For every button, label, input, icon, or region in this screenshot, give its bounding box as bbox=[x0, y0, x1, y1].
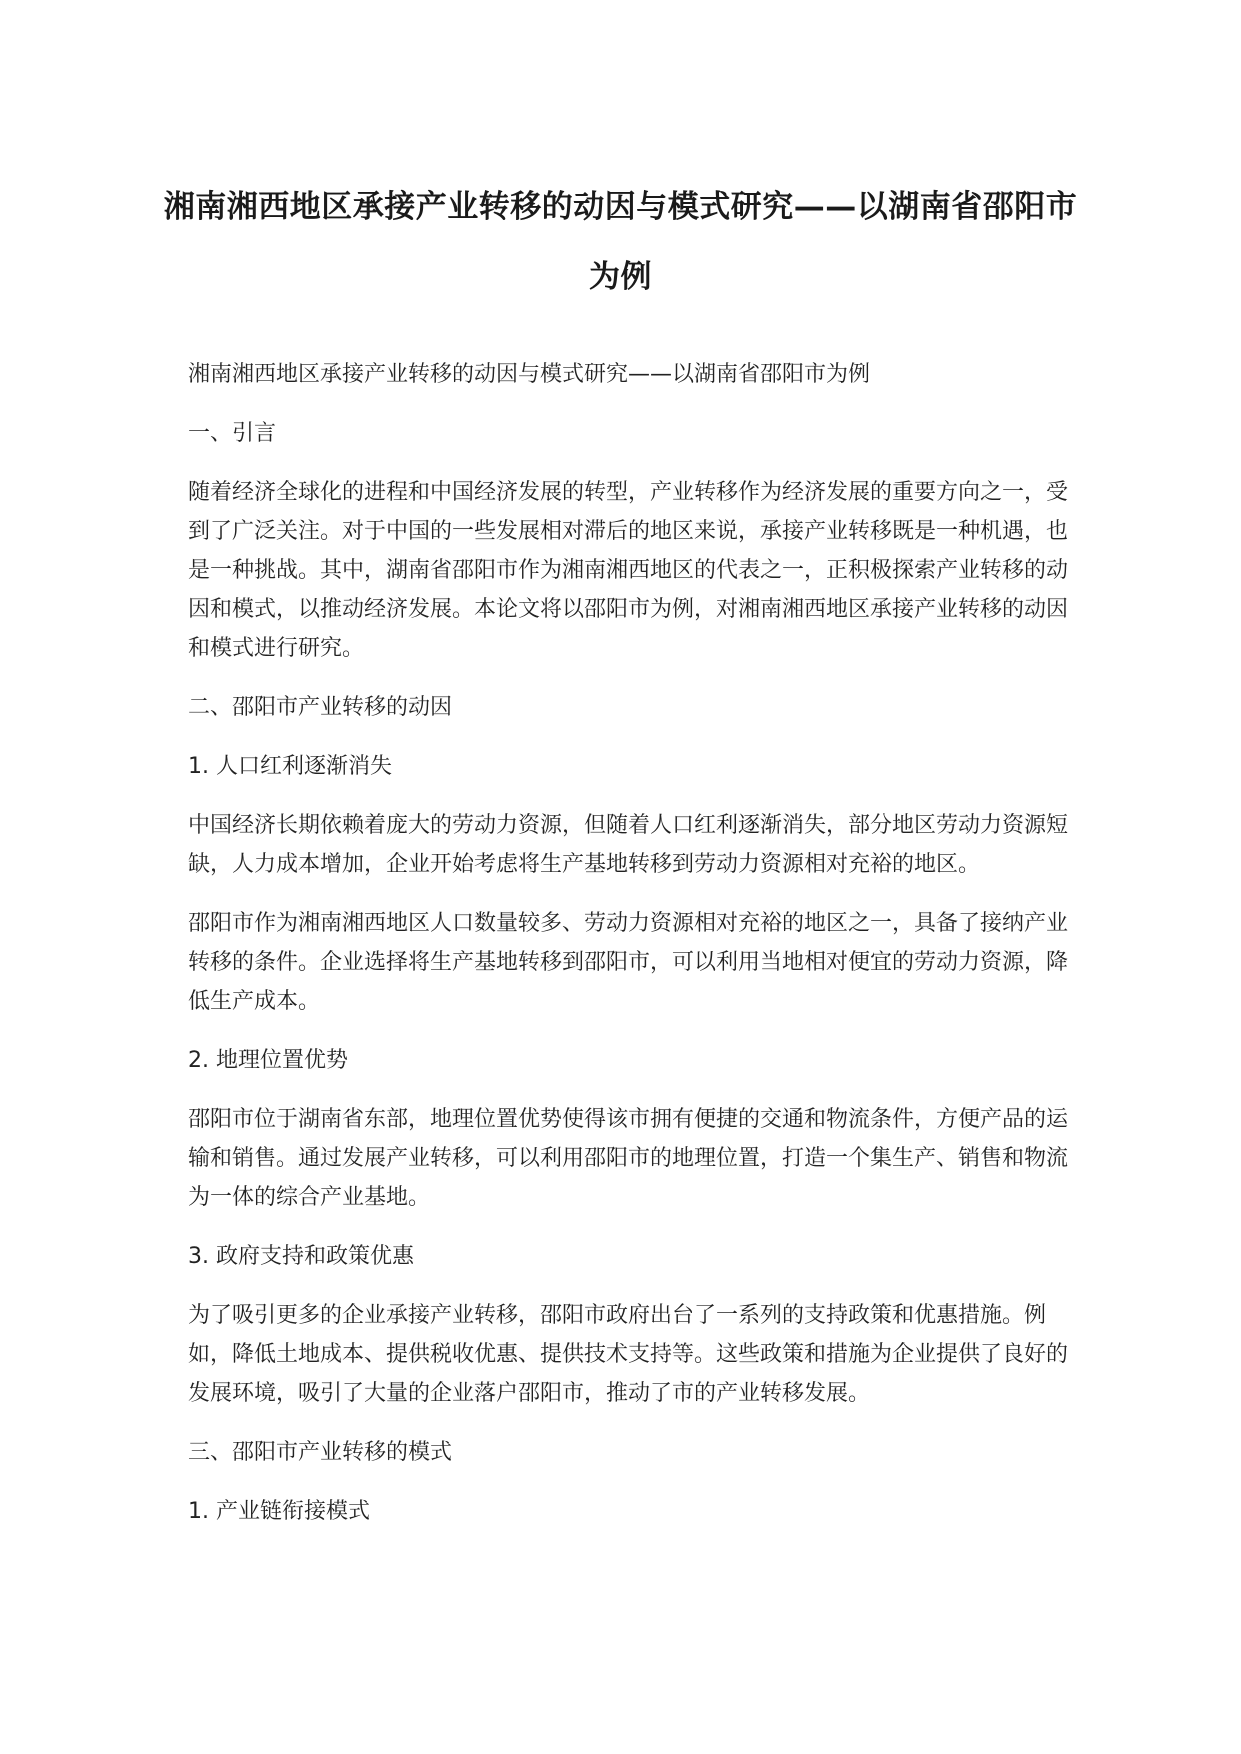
subsection-heading-population-dividend: 1. 人口红利逐渐消失 bbox=[188, 754, 392, 779]
document-body bbox=[188, 355, 1068, 1551]
paragraph-subtitle: 湘南湘西地区承接产业转移的动因与模式研究——以湖南省邵阳市为例 bbox=[188, 362, 871, 387]
subsection-heading-industry-chain: 1. 产业链衔接模式 bbox=[188, 1499, 370, 1524]
section-heading-introduction: 一、引言 bbox=[188, 421, 277, 446]
subsection-heading-government-support: 3. 政府支持和政策优惠 bbox=[188, 1244, 414, 1269]
subsection-heading-location-advantage: 2. 地理位置优势 bbox=[188, 1048, 348, 1073]
paragraph-population-dividend-1: 中国经济长期依赖着庞大的劳动力资源，但随着人口红利逐渐消失，部分地区劳动力资源短缺，人力成本增加，企业开始考虑将生产基地转移到劳动力资源相对充裕的地区。 bbox=[188, 813, 1069, 877]
paragraph-location-advantage: 邵阳市位于湖南省东部，地理位置优势使得该市拥有便捷的交通和物流条件，方便产品的运输和销售。通过发展产业转移，可以利用邵阳市的地理位置，打造一个集生产、销售和物流为一体的综合产业基地。 bbox=[188, 1107, 1069, 1210]
section-heading-modes: 三、邵阳市产业转移的模式 bbox=[188, 1440, 453, 1465]
paragraph-population-dividend-2: 邵阳市作为湘南湘西地区人口数量较多、劳动力资源相对充裕的地区之一，具备了接纳产业转移的条件。企业选择将生产基地转移到邵阳市，可以利用当地相对便宜的劳动力资源，降低生产成本。 bbox=[188, 911, 1069, 1014]
document-title: 湘南湘西地区承接产业转移的动因与模式研究——以湖南省邵阳市为例 bbox=[163, 189, 1078, 295]
paragraph-introduction: 随着经济全球化的进程和中国经济发展的转型，产业转移作为经济发展的重要方向之一，受到了广泛关注。对于中国的一些发展相对滞后的地区来说，承接产业转移既是一种机遇，也是一种挑战。其中，湖南省邵阳市作为湘南湘西地区的代表之一，正积极探索产业转移的动因和模式，以推动经济发展。本论文将以邵阳市为例，对湘南湘西地区承接产业转移的动因和模式进行研究。 bbox=[188, 480, 1069, 661]
section-heading-motives: 二、邵阳市产业转移的动因 bbox=[188, 695, 453, 720]
paragraph-government-support: 为了吸引更多的企业承接产业转移，邵阳市政府出台了一系列的支持政策和优惠措施。例如，降低土地成本、提供税收优惠、提供技术支持等。这些政策和措施为企业提供了良好的发展环境，吸引了大量的企业落户邵阳市，推动了市的产业转移发展。 bbox=[188, 1303, 1069, 1406]
